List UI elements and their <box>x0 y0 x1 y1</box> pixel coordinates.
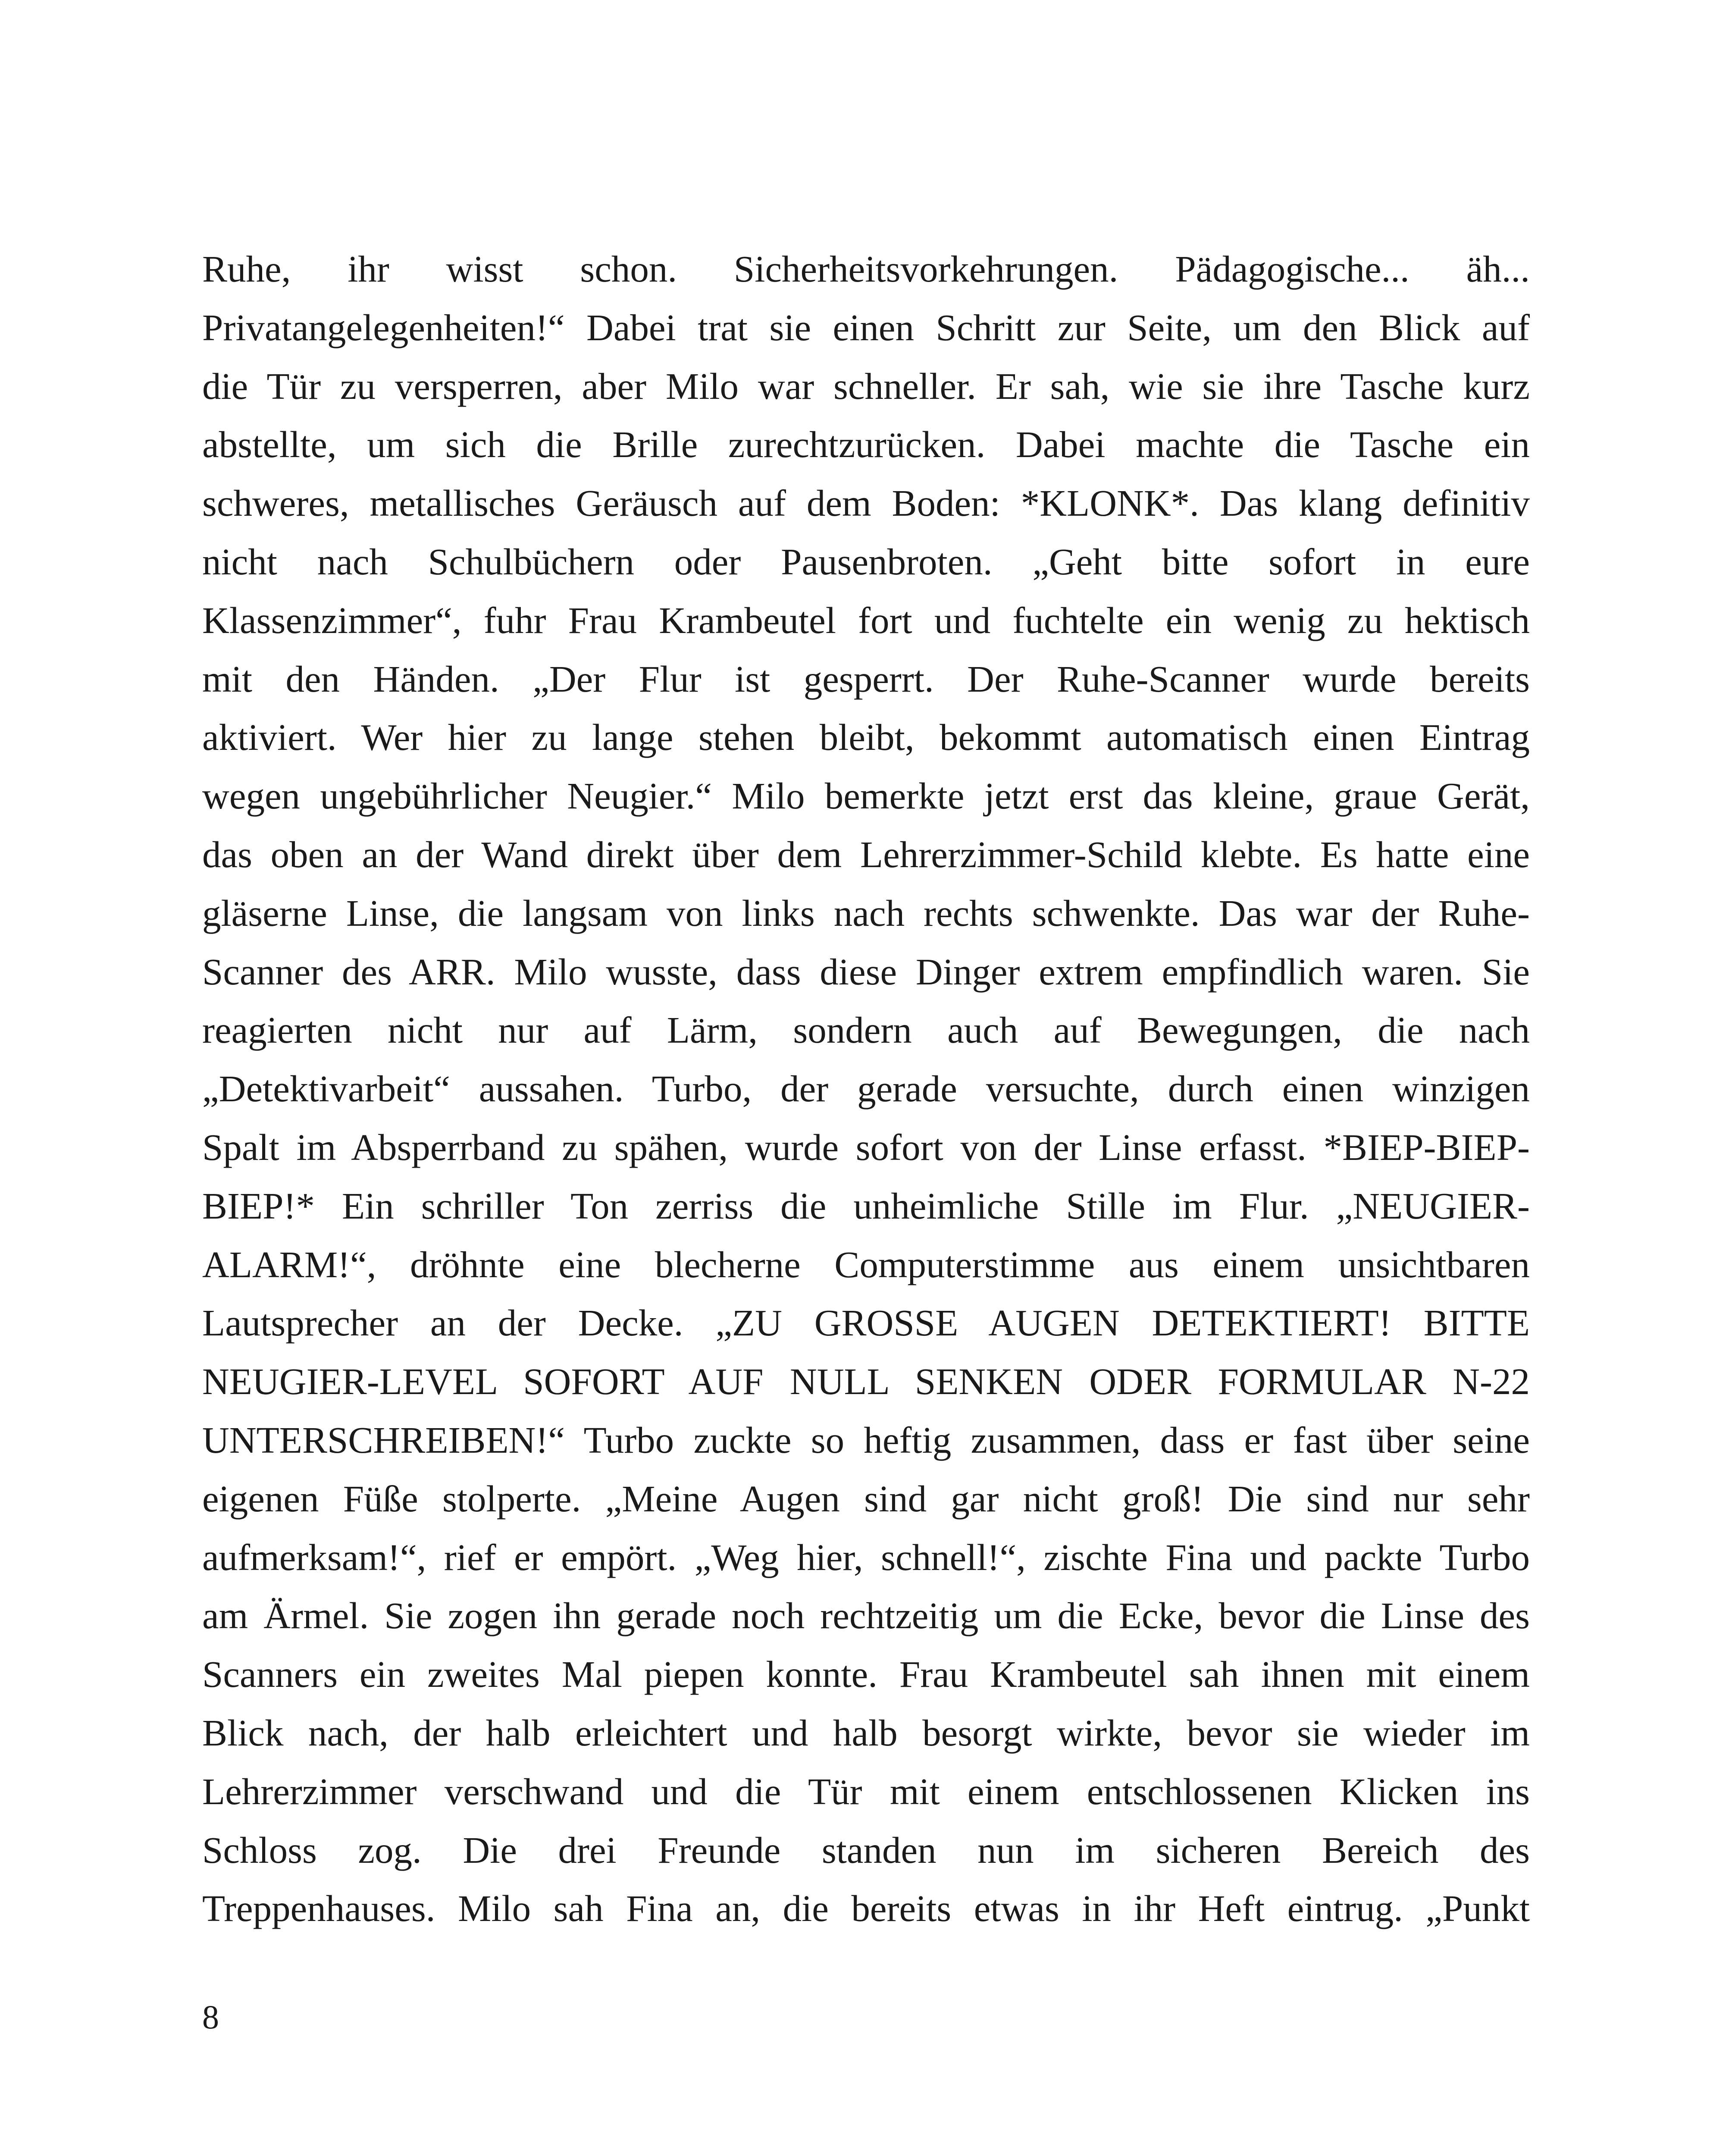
text-line: Scanner des ARR. Milo wusste, dass diese Dinger extrem empfindlich waren. Sie <box>202 950 1530 993</box>
text-line: mit den Händen. „Der Flur ist gesperrt. Der Ruhe-Scanner wurde bereits <box>202 658 1530 700</box>
text-line: aktiviert. Wer hier zu lange stehen bleibt, bekommt automatisch einen Eintrag <box>202 716 1530 758</box>
text-line: eigenen Füße stolperte. „Meine Augen sind gar nicht groß! Die sind nur sehr <box>202 1477 1530 1520</box>
text-line: am Ärmel. Sie zogen ihn gerade noch rechtzeitig um die Ecke, bevor die Linse des <box>202 1595 1530 1637</box>
text-line: gläserne Linse, die langsam von links nach rechts schwenkte. Das war der Ruhe- <box>202 892 1530 934</box>
text-line: Ruhe, ihr wisst schon. Sicherheitsvorkehrungen. Pädagogische... äh... <box>202 248 1530 290</box>
text-line: die Tür zu versperren, aber Milo war schneller. Er sah, wie sie ihre Tasche kurz <box>202 365 1530 407</box>
page-number: 8 <box>202 1998 219 2036</box>
text-line: „Detektivarbeit“ aussahen. Turbo, der gerade versuchte, durch einen winzigen <box>202 1068 1530 1110</box>
text-line: reagierten nicht nur auf Lärm, sondern auch auf Bewegungen, die nach <box>202 1009 1530 1051</box>
text-line: BIEP!* Ein schriller Ton zerriss die unheimliche Stille im Flur. „NEUGIER- <box>202 1185 1530 1227</box>
text-line: UNTERSCHREIBEN!“ Turbo zuckte so heftig zusammen, dass er fast über seine <box>202 1419 1530 1461</box>
text-line: Blick nach, der halb erleichtert und halb besorgt wirkte, bevor sie wieder im <box>202 1711 1530 1754</box>
text-line: Schloss zog. Die drei Freunde standen nun im sicheren Bereich des <box>202 1829 1530 1871</box>
text-line: Treppenhauses. Milo sah Fina an, die bereits etwas in ihr Heft eintrug. „Punkt <box>202 1887 1530 1930</box>
text-line: NEUGIER-LEVEL SOFORT AUF NULL SENKEN ODER FORMULAR N-22 <box>202 1360 1530 1403</box>
text-line: das oben an der Wand direkt über dem Lehrerzimmer-Schild klebte. Es hatte eine <box>202 833 1530 875</box>
text-line: Klassenzimmer“, fuhr Frau Krambeutel fort und fuchtelte ein wenig zu hektisch <box>202 599 1530 641</box>
text-line: Scanners ein zweites Mal piepen konnte. Frau Krambeutel sah ihnen mit einem <box>202 1653 1530 1695</box>
text-line: Spalt im Absperrband zu spähen, wurde sofort von der Linse erfasst. *BIEP-BIEP- <box>202 1126 1530 1168</box>
text-line: Privatangelegenheiten!“ Dabei trat sie einen Schritt zur Seite, um den Blick auf <box>202 306 1530 348</box>
text-line: abstellte, um sich die Brille zurechtzurücken. Dabei machte die Tasche ein <box>202 423 1530 466</box>
text-line: aufmerksam!“, rief er empört. „Weg hier, schnell!“, zischte Fina und packte Turbo <box>202 1536 1530 1578</box>
text-line: Lautsprecher an der Decke. „ZU GROSSE AUGEN DETEKTIERT! BITTE <box>202 1302 1530 1344</box>
text-line: ALARM!“, dröhnte eine blecherne Computerstimme aus einem unsichtbaren <box>202 1243 1530 1285</box>
text-line: schweres, metallisches Geräusch auf dem Boden: *KLONK*. Das klang definitiv <box>202 482 1530 524</box>
text-line: wegen ungebührlicher Neugier.“ Milo bemerkte jetzt erst das kleine, graue Gerät, <box>202 775 1530 817</box>
body-text <box>202 240 1530 1938</box>
text-line: nicht nach Schulbüchern oder Pausenbroten. „Geht bitte sofort in eure <box>202 540 1530 583</box>
text-line: Lehrerzimmer verschwand und die Tür mit einem entschlossenen Klicken ins <box>202 1770 1530 1812</box>
